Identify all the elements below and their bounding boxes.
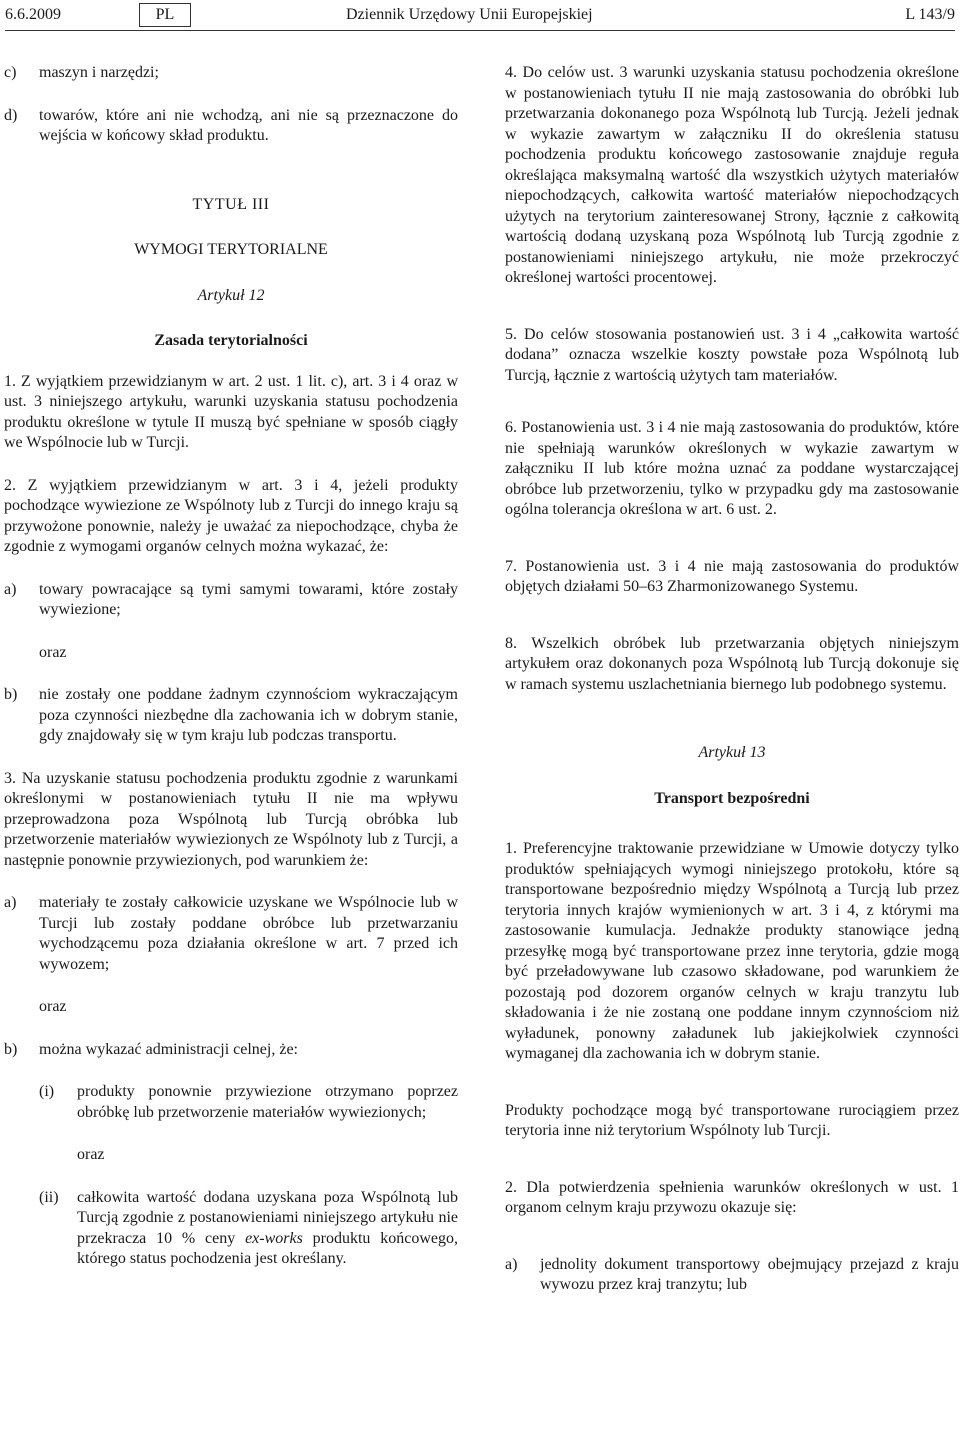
paragraph-6: 6. Postanowienia ust. 3 i 4 nie mają zastosowania do produktów, które nie spełniają warunków określonych w wykazie zawartym w załączniku II lub które można uznać za poddane wystarczającej obróbce lub przetworzeniu, tylko w przypadku gdy ma zastosowanie ogólna tolerancja określona w art. 6 ust. 2. — [505, 419, 959, 518]
list-text: maszyn i narzędzi; — [39, 64, 159, 81]
article-13-paragraph-1: 1. Preferencyjne traktowanie przewidziane w Umowie dotyczy tylko produktów spełniających wymogi niniejszego protokołu, które są transportowane bezpośrednio między Wspólnotą a Turcją lub przez terytoria innych krajów wymienionych w art. 3 i 4, z którymi ma zastosowanie kumulacja. Jednakże produkty stanowiące jedną przesyłkę mogą być transportowane przez inne terytoria, gdzie mogą być przeładowywane lub czasowo składowane, pod warunkiem że pozostają pod dozorem organów celnych w kraju tranzytu lub składowania i że nie zostaną one poddane innym czynnościom niż wyładunek, ponowny załadunek lub jakiejkolwiek czynności wymaganej dla zachowania ich w dobrym stanie. — [505, 840, 959, 1062]
article-13-paragraph-2: 2. Dla potwierdzenia spełnienia warunków określonych w ust. 1 organom celnym kraju przywozu okazuje się: — [505, 1178, 959, 1216]
paragraph-4: 4. Do celów ust. 3 warunki uzyskania statusu pochodzenia określone w postanowieniach tytułu II nie mają zastosowania do obróbki lub przetwarzania dokonanego poza Wspólnotą lub Turcją. Jeżeli jednak w wykazie zawartym w załączniku II do określenia statusu pochodzenia produktu końcowego zastosowanie znajduje reguła określająca maksymalną wartość dla wszystkich użytych materiałów niepochodzących, całkowita wartość materiałów niepochodzących użytych na terytorium zainteresowanej Strony, łącznie z całkowitą wartością dodaną uzyskaną poza Wspólnotą lub Turcją zgodnie z postanowieniami niniejszego artykułu, nie może przekroczyć określonej wartości procentowej. — [505, 64, 959, 286]
oraz-connector: oraz — [77, 1146, 105, 1163]
list-text — [77, 1188, 458, 1270]
ex-works-term: ex-works — [245, 1229, 303, 1247]
language-badge: PL — [139, 3, 191, 27]
list-label: c) — [4, 64, 17, 81]
list-label: a) — [4, 894, 17, 911]
paragraph-5: 5. Do celów stosowania postanowień ust. 3 i 4 „całkowita wartość dodana” oznacza wszelkie koszty powstałe poza Wspólnotą lub Turcją, łącznie z wartością użytych tam materiałów. — [505, 325, 959, 384]
list-item-3b — [4, 1040, 458, 1061]
article-13-paragraph-1b: Produkty pochodzące mogą być transportowane rurociągiem przez terytoria inne niż terytorium Wspólnoty lub Turcji. — [505, 1101, 959, 1139]
list-label: (ii) — [39, 1188, 59, 1206]
list-text: można wykazać administracji celnej, że: — [39, 1040, 298, 1058]
article-13-title: Transport bezpośredni — [654, 789, 810, 807]
oraz-connector: oraz — [39, 998, 67, 1015]
paragraph-7: 7. Postanowienia ust. 3 i 4 nie mają zastosowania do produktów objętych działami 50–63 Zharmonizowanego Systemu. — [505, 557, 959, 595]
list-item-2a — [4, 580, 458, 621]
paragraph-8: 8. Wszelkich obróbek lub przetwarzania objętych niniejszym artykułem oraz dokonanych poza Wspólnotą lub Turcją dokonuje się w ramach systemu uszlachetniania biernego lub podobnego systemu. — [505, 634, 959, 693]
list-label: b) — [4, 686, 18, 703]
list-text-part: całkowita wartość dodana uzyskana poza Wspólnotą lub Turcją zgodnie z postanowieniami niniejszego artykułu nie przekracza 10 % ceny — [77, 1188, 458, 1247]
paragraph-2: 2. Z wyjątkiem przewidzianym w art. 3 i 4, jeżeli produkty pochodzące wywiezione ze Wspólnoty lub z Turcji do innego kraju są przywożone ponownie, należy je uważać za niepochodzące, chyba że zgodnie z wymogami organów celnych można wykazać, że: — [4, 476, 458, 555]
list-item-d — [4, 106, 458, 147]
list-item-3b-i — [39, 1082, 458, 1123]
page-header — [5, 0, 955, 31]
list-label: (i) — [39, 1083, 55, 1100]
list-text: materiały te zostały całkowicie uzyskane we Wspólnocie lub w Turcji lub zostały poddane obróbce lub przetwarzaniu wychodzącemu poza działania określone w art. 7 przed ich wywozem; — [39, 894, 458, 973]
title-number: TYTUŁ III — [192, 195, 270, 213]
list-text: towary powracające są tymi samymi towarami, które zostały wywiezione; — [39, 580, 458, 618]
journal-title: Dziennik Urzędowy Unii Europejskiej — [346, 6, 593, 23]
list-label: a) — [4, 580, 17, 598]
right-column — [505, 63, 959, 1296]
list-text: towarów, które ani nie wchodzą, ani nie są przeznaczone do wejścia w końcowy skład produktu. — [39, 106, 458, 144]
list-text: produkty ponownie przywiezione otrzymano poprzez obróbkę lub przetworzenie materiałów wywiezionych; — [77, 1083, 458, 1121]
list-item-3a — [4, 893, 458, 975]
list-label: d) — [4, 106, 18, 124]
article-12-title: Zasada terytorialności — [154, 332, 308, 349]
title-name: WYMOGI TERYTORIALNE — [134, 241, 328, 258]
list-item-c — [4, 63, 458, 84]
publication-date: 6.6.2009 — [5, 6, 61, 23]
article-12-heading: Artykuł 12 — [197, 286, 265, 304]
list-item-a13-2a — [505, 1255, 959, 1296]
paragraph-1: 1. Z wyjątkiem przewidzianym w art. 2 ust. 1 lit. c), art. 3 i 4 oraz w ust. 3 niniejszego artykułu, warunki uzyskania statusu pochodzenia produktu określone w tytule II muszą być spełniane w sposób ciągły we Wspólnocie lub w Turcji. — [4, 372, 458, 451]
list-text: jednolity dokument transportowy obejmujący przejazd z kraju wywozu przez kraj tranzytu; lub — [540, 1255, 959, 1293]
list-text-part: produktu końcowego, którego status pochodzenia jest określany. — [77, 1229, 459, 1267]
list-label: a) — [505, 1255, 518, 1273]
paragraph-3: 3. Na uzyskanie statusu pochodzenia produktu zgodnie z warunkami określonymi w postanowieniach tytułu II nie ma wpływu przeprowadzona poza Wspólnotą lub Turcją obróbka lub przetworzenie materiałów wywiezionych ze Wspólnoty lub z Turcji, a następnie ponownie przywiezionych, pod warunkiem że: — [4, 769, 458, 869]
list-item-2b — [4, 685, 458, 747]
page-reference: L 143/9 — [905, 6, 955, 23]
oraz-connector: oraz — [39, 643, 67, 661]
list-item-3b-ii — [39, 1188, 458, 1270]
article-13-heading: Artykuł 13 — [698, 744, 766, 761]
list-label: b) — [4, 1040, 18, 1058]
list-text: nie zostały one poddane żadnym czynnościom wykraczającym poza czynności niezbędne dla zachowania ich w dobrym stanie, gdy znajdowały się w tym kraju lub podczas transportu. — [39, 686, 458, 744]
left-column — [4, 63, 458, 1270]
